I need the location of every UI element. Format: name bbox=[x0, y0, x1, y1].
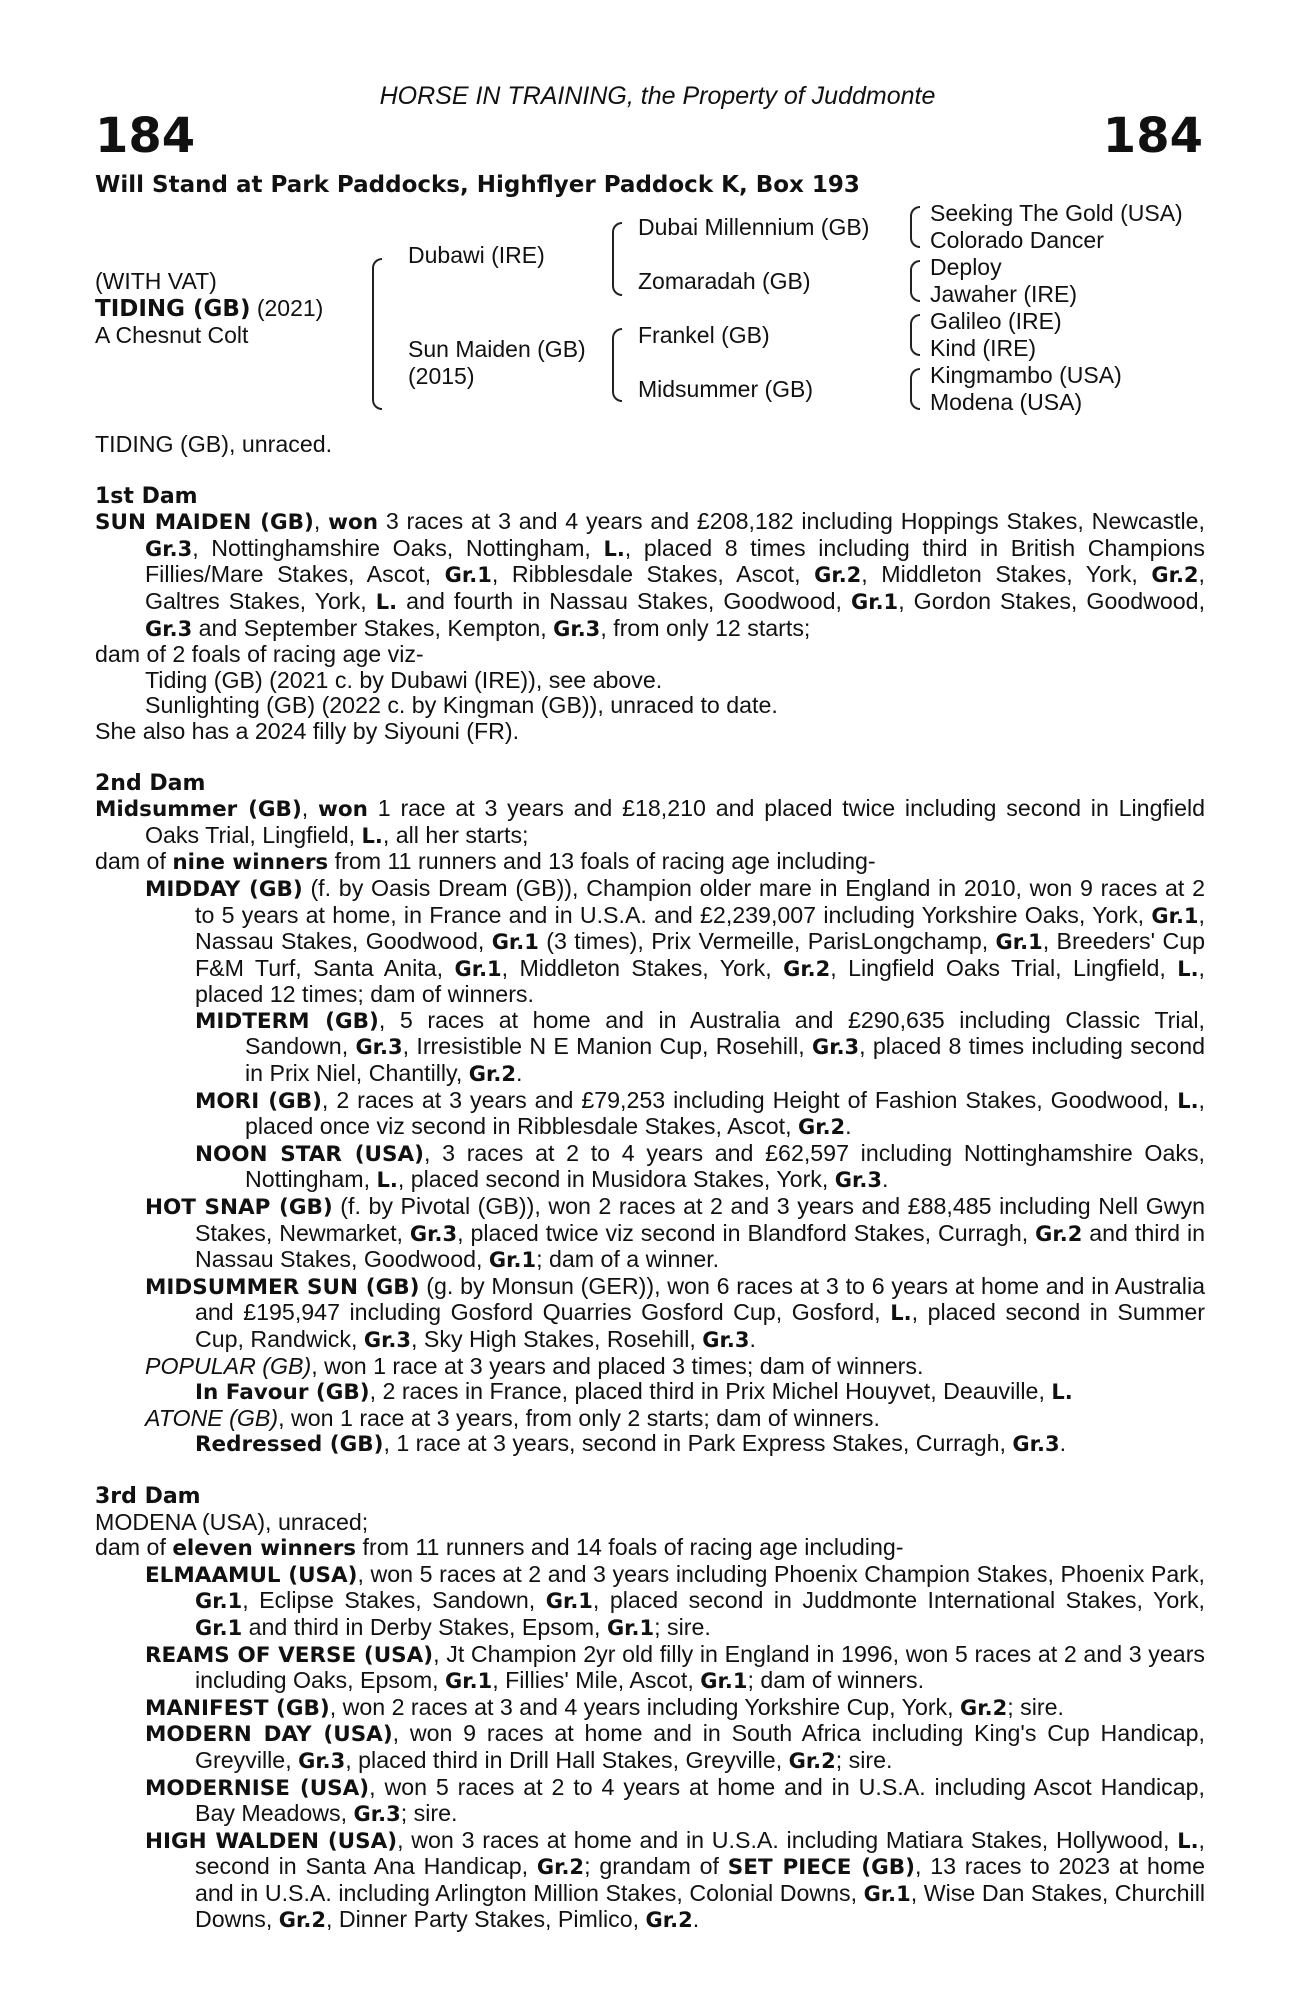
dam2-record: Midsummer (GB), won 1 race at 3 years and £18,210 and placed twice including second in Lingfield Oaks Trial, Lingfield, L., all her starts; bbox=[95, 795, 1206, 848]
record-text: , placed twice viz second in Blandford Stakes, Curragh, bbox=[457, 1219, 1036, 1246]
race-grade: L. bbox=[603, 536, 625, 561]
section-title-2nd-dam: 2nd Dam bbox=[95, 770, 206, 796]
dam1-also: She also has a 2024 filly by Siyouni (FR). bbox=[95, 717, 520, 744]
progeny-entry bbox=[95, 1642, 1205, 1695]
pedigree-brace-4 bbox=[910, 368, 920, 410]
race-grade: Gr.1 bbox=[700, 1669, 748, 1694]
progeny-name: ELMAAMUL (USA) bbox=[145, 1562, 358, 1588]
progeny-entry bbox=[95, 876, 1205, 1008]
race-grade: L. bbox=[361, 823, 383, 848]
record-text: ; dam of a winner. bbox=[536, 1246, 720, 1273]
record-text: , won 1 race at 3 years, from only 2 starts; dam of winners. bbox=[278, 1404, 880, 1431]
record-text: ; sire. bbox=[400, 1800, 458, 1827]
race-grade: Gr.1 bbox=[444, 563, 492, 588]
record-text: , 3 races at 2 to 4 years and £62,597 including Nottinghamshire Oaks, Nottingham, bbox=[245, 1139, 1205, 1193]
stand-location: Will Stand at Park Paddocks, Highflyer Paddock K, Box 193 bbox=[95, 172, 860, 198]
record-text: 3 races at 3 and 4 years and £208,182 including Hoppings Stakes, Newcastle, bbox=[378, 508, 1205, 535]
record-text: (3 times), Prix Vermeille, ParisLongchamp, bbox=[538, 928, 996, 955]
race-grade: L. bbox=[890, 1301, 912, 1326]
race-grade: Gr.3 bbox=[702, 1328, 750, 1352]
race-grade: L. bbox=[1177, 1828, 1199, 1853]
record-text: , placed 12 times; dam of winners. bbox=[195, 954, 1205, 1008]
race-grade: L. bbox=[1051, 1380, 1073, 1405]
record-text: , Breeders' Cup F&M Turf, Santa Anita, bbox=[195, 928, 1205, 981]
progeny-entry bbox=[95, 1194, 1205, 1274]
record-text: , Eclipse Stakes, Sandown, bbox=[242, 1587, 546, 1614]
pedigree-brace-dam bbox=[612, 328, 622, 402]
intro-line: TIDING (GB), unraced. bbox=[95, 431, 333, 457]
section-title-1st-dam: 1st Dam bbox=[95, 483, 198, 509]
record-text: , Dinner Party Stakes, Pimlico, bbox=[325, 1906, 646, 1933]
record-text: and third in Nassau Stakes, Goodwood, bbox=[195, 1219, 1205, 1273]
horse-year: (2021) bbox=[256, 295, 324, 321]
record-text: , Lingfield Oaks Trial, Lingfield, bbox=[830, 954, 1178, 981]
pedigree-brace-3 bbox=[910, 314, 920, 356]
race-grade: Gr.3 bbox=[553, 616, 601, 641]
sire: Dubawi (IRE) bbox=[408, 242, 545, 268]
record-text: ; sire. bbox=[835, 1746, 893, 1773]
pedigree-brace-sire bbox=[612, 222, 622, 296]
race-grade: L. bbox=[375, 589, 398, 614]
race-grade: Gr.3 bbox=[409, 1221, 458, 1246]
record-text: . bbox=[515, 1060, 523, 1087]
race-grade: Gr.3 bbox=[1012, 1432, 1060, 1457]
progeny-entry bbox=[95, 1431, 1205, 1458]
dam2-dam-of-post: from 11 runners and 13 foals of racing age including- bbox=[328, 848, 876, 875]
pedigree-brace-2 bbox=[910, 260, 920, 302]
race-grade: Gr.2 bbox=[783, 956, 831, 981]
record-text: , placed second in Musidora Stakes, York, bbox=[397, 1166, 835, 1193]
dam-sire-sire: Galileo (IRE) bbox=[930, 308, 1062, 334]
race-grade: Gr.1 bbox=[488, 1248, 537, 1273]
race-grade: Gr.1 bbox=[995, 930, 1043, 955]
progeny-entry bbox=[95, 1008, 1205, 1088]
record-text: , Middleton Stakes, York, bbox=[501, 954, 784, 981]
dam3-name: MODENA (USA), unraced; bbox=[95, 1508, 369, 1535]
record-text: , Ribblesdale Stakes, Ascot, bbox=[491, 561, 815, 588]
vat-note: (WITH VAT) bbox=[95, 268, 217, 294]
record-text: . bbox=[692, 1906, 700, 1933]
dam3-dam-of-post: from 11 runners and 14 foals of racing age including- bbox=[356, 1534, 904, 1561]
progeny-name: ATONE (GB) bbox=[145, 1404, 279, 1431]
race-grade: Gr.2 bbox=[797, 1115, 846, 1140]
race-grade: Gr.1 bbox=[850, 589, 899, 614]
page-header-title: HORSE IN TRAINING, the Property of Juddmonte bbox=[379, 82, 936, 110]
dam-dam: Midsummer (GB) bbox=[638, 376, 814, 402]
progeny-entry bbox=[95, 1141, 1205, 1194]
record-text: , won 5 races at 2 and 3 years including Phoenix Champion Stakes, Phoenix Park, bbox=[357, 1560, 1205, 1587]
lot-number-left: 184 bbox=[95, 108, 196, 164]
record-text: . bbox=[881, 1166, 889, 1193]
dam2-text bbox=[145, 795, 1205, 848]
race-grade: L. bbox=[1177, 1088, 1199, 1113]
race-grade: Gr.3 bbox=[834, 1168, 882, 1193]
dam1-foal-2: Sunlighting (GB) (2022 c. by Kingman (GB)), unraced to date. bbox=[145, 692, 778, 719]
race-grade: Gr.2 bbox=[1151, 563, 1199, 588]
race-grade: Gr.2 bbox=[960, 1695, 1008, 1720]
sire-dam-sire: Deploy bbox=[930, 254, 1002, 280]
record-text: , placed 8 times including second in Prix Niel, Chantilly, bbox=[245, 1033, 1206, 1087]
record-text: . bbox=[845, 1113, 852, 1140]
record-text: ; sire. bbox=[654, 1613, 711, 1640]
race-grade: Gr.1 bbox=[445, 1669, 493, 1694]
dam1-record: SUN MAIDEN (GB), won 3 races at 3 and 4 years and £208,182 including Hoppings Stakes, Newcastle, Gr.3, Nottinghamshire Oaks, Nottingham, L., placed 8 times including third in British Champions Fillies/Mare Stakes, Ascot, Gr.1, Ribblesdale Stakes, Ascot, Gr.2, Middleton Stakes, York, Gr.2, Galtres Stakes, York, L. and fourth in Nassau Stakes, Goodwood, Gr.1, Gordon Stakes, Goodwood, Gr.3 and September Stakes, Kempton, Gr.3, from only 12 starts; bbox=[95, 508, 1206, 641]
record-text: , all her starts; bbox=[382, 821, 529, 848]
horse-name: TIDING (GB) bbox=[95, 296, 251, 322]
record-text: and September Stakes, Kempton, bbox=[192, 614, 554, 641]
record-text: ; grandam of bbox=[584, 1853, 728, 1880]
race-grade: Gr.2 bbox=[645, 1908, 693, 1933]
race-grade: Gr.3 bbox=[363, 1328, 412, 1352]
dam-dam-sire: Kingmambo (USA) bbox=[930, 362, 1122, 388]
record-text: , placed second in Juddmonte International Stakes, York, bbox=[592, 1587, 1206, 1614]
progeny-name: POPULAR (GB) bbox=[145, 1352, 312, 1379]
record-text: , second in Santa Ana Handicap, bbox=[195, 1826, 1205, 1880]
horse-name: SET PIECE (GB) bbox=[727, 1855, 915, 1881]
pedigree-brace-main bbox=[372, 258, 382, 410]
progeny-name: MIDDAY (GB) bbox=[145, 876, 303, 902]
record-text: (f. by Oasis Dream (GB)), Champion older mare in England in 2010, won 9 races at 2 to 5 years at home, in France and in U.S.A. and £2,239,007 including Yorkshire Oaks, York, bbox=[195, 874, 1205, 928]
dam-sire: Frankel (GB) bbox=[638, 322, 770, 348]
record-text: , won 9 races at home and in South Africa including King's Cup Handicap, Greyville, bbox=[195, 1720, 1205, 1773]
race-grade: Gr.3 bbox=[145, 616, 193, 641]
progeny-name: MIDTERM (GB) bbox=[195, 1008, 379, 1034]
record-text: , 5 races at home and in Australia and £290,635 including Classic Trial, Sandown, bbox=[245, 1006, 1205, 1060]
record-text: , won 2 races at 3 and 4 years including Yorkshire Cup, York, bbox=[329, 1693, 961, 1720]
record-text: ; dam of winners. bbox=[747, 1667, 925, 1694]
record-text: , Irresistible N E Manion Cup, Rosehill, bbox=[402, 1033, 812, 1060]
horse-description: A Chesnut Colt bbox=[95, 322, 249, 348]
dam2-won: won bbox=[318, 797, 368, 823]
catalogue-body bbox=[95, 432, 1205, 1934]
pedigree-brace-1 bbox=[910, 206, 920, 248]
record-text: , Nottinghamshire Oaks, Nottingham, bbox=[192, 534, 604, 561]
progeny-entry bbox=[95, 1828, 1205, 1934]
progeny-entry bbox=[95, 1354, 1205, 1380]
sire-sire-dam: Colorado Dancer bbox=[930, 227, 1104, 253]
race-grade: Gr.2 bbox=[1035, 1221, 1083, 1246]
dam1-foal-1: Tiding (GB) (2021 c. by Dubawi (IRE)), see above. bbox=[145, 666, 663, 693]
race-grade: L. bbox=[1177, 956, 1199, 981]
record-text: , Galtres Stakes, York, bbox=[145, 561, 1205, 614]
progeny-entry bbox=[95, 1562, 1205, 1642]
record-text: , Middleton Stakes, York, bbox=[861, 561, 1152, 588]
record-text: , placed second in Summer Cup, Randwick, bbox=[195, 1299, 1206, 1352]
record-text: and fourth in Nassau Stakes, Goodwood, bbox=[397, 587, 851, 614]
dam2-dam-of-pre: dam of bbox=[95, 848, 173, 875]
race-grade: Gr.1 bbox=[195, 1615, 243, 1640]
sire-sire: Dubai Millennium (GB) bbox=[638, 214, 870, 240]
race-grade: Gr.2 bbox=[468, 1062, 516, 1087]
progeny-entry bbox=[95, 1721, 1205, 1774]
dam2-winners-count: nine winners bbox=[172, 850, 329, 876]
race-grade: Gr.3 bbox=[355, 1035, 403, 1060]
record-text: . bbox=[1059, 1430, 1067, 1457]
record-text: , won 3 races at home and in U.S.A. including Matiara Stakes, Hollywood, bbox=[397, 1826, 1178, 1853]
race-grade: Gr.3 bbox=[353, 1802, 401, 1827]
record-text: , won 1 race at 3 years and placed 3 times; dam of winners. bbox=[311, 1352, 924, 1379]
record-text: , Jt Champion 2yr old filly in England in 1996, won 5 races at 2 and 3 years including Oaks, Epsom, bbox=[195, 1640, 1206, 1694]
lot-number-right: 184 bbox=[1102, 108, 1203, 164]
dam1-name: SUN MAIDEN (GB) bbox=[95, 510, 314, 536]
progeny-entry bbox=[95, 1775, 1205, 1828]
race-grade: Gr.1 bbox=[195, 1589, 243, 1614]
record-text: (g. by Monsun (GER)), won 6 races at 3 to 6 years at home and in Australia and £195,947 including Gosford Quarries Gosford Cup, Gosford, bbox=[195, 1272, 1205, 1326]
progeny-entry bbox=[95, 1274, 1205, 1354]
section-title-3rd-dam: 3rd Dam bbox=[95, 1483, 201, 1509]
dam3-winners-count: eleven winners bbox=[172, 1536, 357, 1562]
race-grade: Gr.2 bbox=[814, 563, 862, 588]
record-text: , Sky High Stakes, Rosehill, bbox=[411, 1326, 703, 1352]
record-text: , placed third in Drill Hall Stakes, Greyville, bbox=[345, 1746, 789, 1773]
sire-dam: Zomaradah (GB) bbox=[638, 268, 811, 294]
record-text: , won 5 races at 2 to 4 years at home and in U.S.A. including Ascot Handicap, Bay Meadows, bbox=[195, 1773, 1205, 1827]
progeny-name: MANIFEST (GB) bbox=[145, 1695, 330, 1721]
race-grade: Gr.2 bbox=[788, 1748, 836, 1773]
progeny-entry bbox=[95, 1406, 1205, 1432]
record-text: 1 race at 3 years and £18,210 and placed twice including second in Lingfield Oaks Trial, Lingfield, bbox=[145, 795, 1206, 848]
progeny-entry bbox=[95, 1088, 1205, 1141]
record-text: , 1 race at 3 years, second in Park Express Stakes, Curragh, bbox=[383, 1430, 1013, 1457]
record-text: , Nassau Stakes, Goodwood, bbox=[195, 901, 1205, 955]
record-text: , placed 8 times including third in British Champions Fillies/Mare Stakes, Ascot, bbox=[145, 534, 1205, 588]
sire-dam-dam: Jawaher (IRE) bbox=[930, 281, 1077, 307]
progeny-name: NOON STAR (USA) bbox=[195, 1141, 424, 1167]
race-grade: Gr.3 bbox=[145, 536, 193, 561]
record-text: . bbox=[749, 1326, 756, 1352]
dam1-dam-of: dam of 2 foals of racing age viz- bbox=[95, 641, 424, 668]
progeny-name: In Favour (GB) bbox=[195, 1380, 370, 1406]
record-text: ; sire. bbox=[1007, 1693, 1064, 1720]
record-text: and third in Derby Stakes, Epsom, bbox=[242, 1613, 607, 1640]
dam3-progeny-list bbox=[95, 1562, 1205, 1934]
record-text: , placed once viz second in Ribblesdale Stakes, Ascot, bbox=[245, 1086, 1205, 1140]
progeny-name: MIDSUMMER SUN (GB) bbox=[145, 1274, 420, 1300]
progeny-name: HIGH WALDEN (USA) bbox=[145, 1828, 398, 1854]
record-text: , Fillies' Mile, Ascot, bbox=[492, 1667, 701, 1694]
race-grade: Gr.1 bbox=[1151, 903, 1199, 928]
race-grade: Gr.3 bbox=[298, 1748, 346, 1773]
race-grade: Gr.2 bbox=[536, 1855, 585, 1880]
dam3-dam-of-pre: dam of bbox=[95, 1534, 173, 1561]
race-grade: Gr.3 bbox=[811, 1035, 860, 1060]
record-text: , 2 races at 3 years and £79,253 including Height of Fashion Stakes, Goodwood, bbox=[321, 1086, 1178, 1113]
race-grade: Gr.1 bbox=[606, 1615, 655, 1640]
dam-sire-dam: Kind (IRE) bbox=[930, 335, 1037, 361]
race-grade: Gr.1 bbox=[491, 930, 539, 955]
progeny-entry bbox=[95, 1379, 1205, 1406]
progeny-name: HOT SNAP (GB) bbox=[145, 1195, 333, 1221]
record-text: , 13 races to 2023 at home and in U.S.A. including Arlington Million Stakes, Colonial Downs, bbox=[195, 1853, 1205, 1906]
horse-title bbox=[95, 295, 323, 323]
record-text: , 2 races in France, placed third in Prix Michel Houyvet, Deauville, bbox=[369, 1378, 1052, 1405]
race-grade: Gr.2 bbox=[278, 1908, 326, 1933]
progeny-entry bbox=[95, 1695, 1205, 1722]
sire-sire-sire: Seeking The Gold (USA) bbox=[930, 200, 1183, 226]
dam1-won: won bbox=[328, 510, 379, 536]
progeny-name: MORI (GB) bbox=[195, 1088, 322, 1114]
progeny-name: MODERNISE (USA) bbox=[145, 1775, 370, 1801]
progeny-name: Redressed (GB) bbox=[195, 1432, 384, 1458]
progeny-name: MODERN DAY (USA) bbox=[145, 1722, 393, 1748]
dam-year: (2015) bbox=[408, 363, 475, 389]
dam2-name: Midsummer (GB) bbox=[95, 797, 302, 823]
record-text: (f. by Pivotal (GB)), won 2 races at 2 and 3 years and £88,485 including Nell Gwyn Stakes, Newmarket, bbox=[195, 1193, 1205, 1246]
dam-dam-dam: Modena (USA) bbox=[930, 389, 1083, 415]
race-grade: Gr.1 bbox=[545, 1589, 593, 1614]
dam3-dam-of bbox=[95, 1535, 1205, 1562]
race-grade: Gr.1 bbox=[863, 1881, 911, 1906]
record-text: , from only 12 starts; bbox=[600, 614, 811, 641]
progeny-name: REAMS OF VERSE (USA) bbox=[145, 1642, 434, 1668]
race-grade: Gr.1 bbox=[454, 956, 502, 981]
dam2-dam-of bbox=[95, 849, 1205, 876]
dam2-progeny-list bbox=[95, 876, 1205, 1458]
record-text: , Wise Dan Stakes, Churchill Downs, bbox=[195, 1879, 1206, 1933]
record-text: , Gordon Stakes, Goodwood, bbox=[898, 587, 1206, 614]
dam: Sun Maiden (GB) bbox=[408, 336, 586, 362]
race-grade: L. bbox=[376, 1168, 398, 1193]
